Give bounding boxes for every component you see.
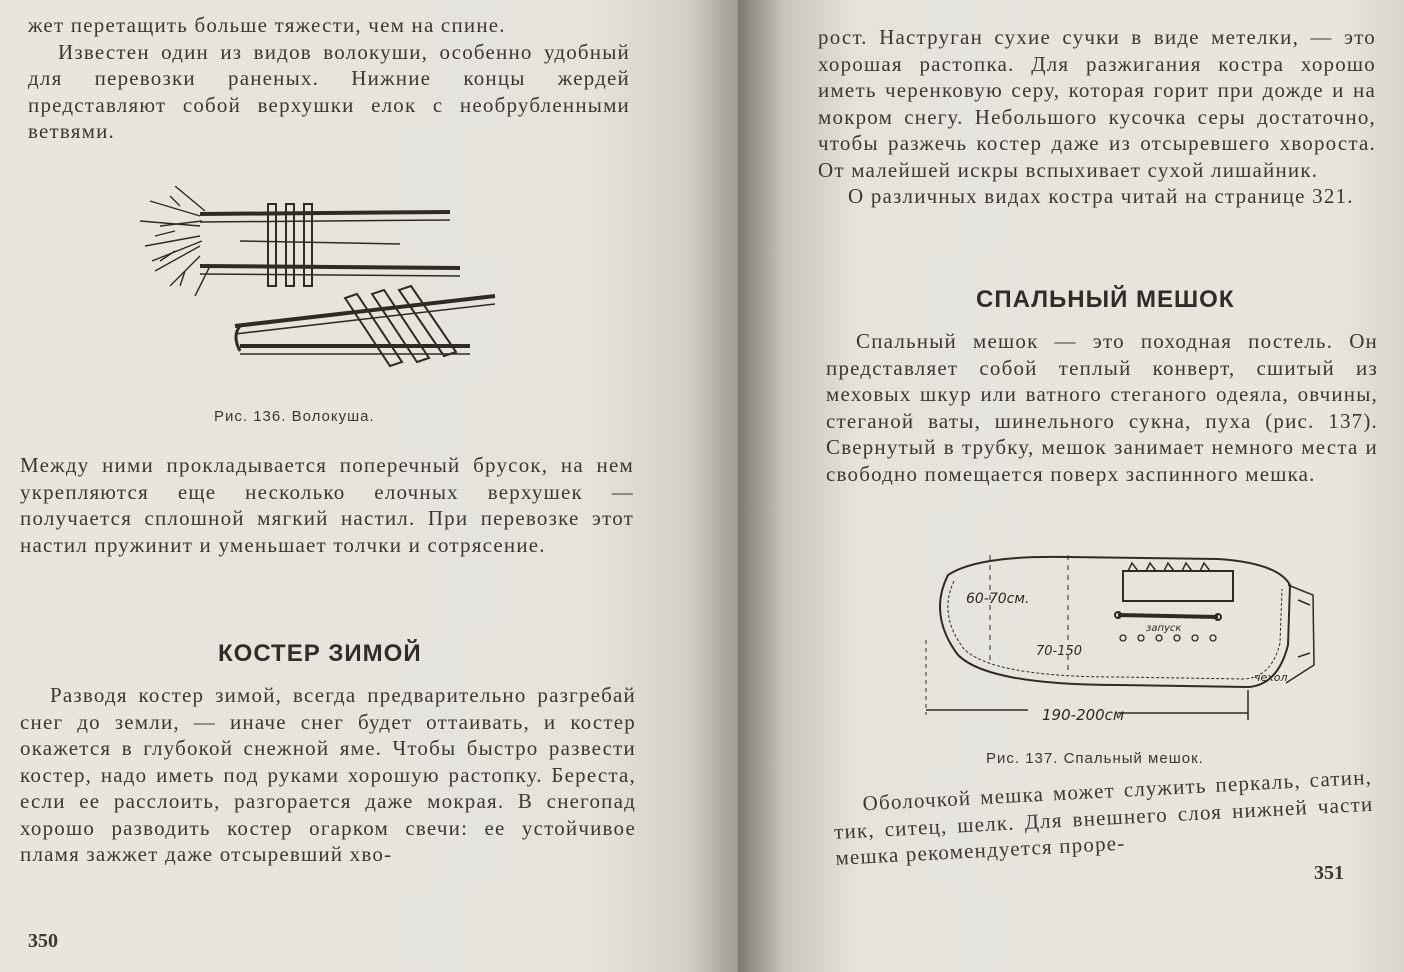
section-heading: СПАЛЬНЫЙ МЕШОК	[976, 286, 1235, 313]
paragraph: рост. Наструган сухие сучки в виде метелки, — это хорошая растопка. Для разжигания костра хорошо иметь черенковую серу, которая горит при дожде и на мокром снегу. Небольшого кусочка серы достаточно, чтобы разжечь костер даже из отсыревшего хвороста. От малейшей искры вспыхивает сухой лишайник.	[818, 25, 1376, 182]
paragraph: Разводя костер зимой, всегда предварительно разгребай снег до земли, — иначе снег будет оттаивать, и костер окажется в глубокой снежной яме. Чтобы быстро развести костер, надо иметь под руками хорошую растопку. Береста, если ее расслоить, разгорается даже мокрая. В снегопад хорошо разводить костер огарком свечи: ее устойчивое пламя зажжет даже отсыревший хво-	[20, 683, 636, 866]
paragraph: жет перетащить больше тяжести, чем на спине.	[28, 13, 506, 37]
paragraph: Известен один из видов волокуши, особенно удобный для перевозки раненых. Нижние концы жердей представляют собой верхушки елок с необрубленными ветвями.	[28, 39, 630, 143]
left-middle-text	[20, 452, 634, 558]
figure-label-cover: чехол	[1254, 671, 1288, 684]
section-heading: КОСТЕР ЗИМОЙ	[218, 640, 422, 667]
figure-caption: Рис. 137. Спальный мешок.	[986, 750, 1204, 767]
right-top-text	[818, 24, 1376, 210]
paragraph: Спальный мешок — это походная постель. Он представляет собой теплый конверт, сшитый из меховых шкур или ватного стеганого одеяла, овчины, стеганой ваты, шинельного сукна, пуха (рис. 137). Свернутый в трубку, мешок занимает немного места и свободно помещается поверх заспинного мешка.	[826, 329, 1378, 486]
right-bottom-text	[832, 764, 1375, 872]
right-section-text	[826, 328, 1378, 487]
paragraph: Между ними прокладывается поперечный брусок, на нем укрепляются еще несколько елочных верхушек — получается сплошной мягкий настил. При перевозке этот настил пружинит и уменьшает толчки и сотрясение.	[20, 453, 634, 557]
page-number: 350	[28, 930, 58, 952]
left-section-text	[20, 682, 636, 868]
drag-sled-illustration	[140, 186, 520, 376]
figure-label-head-width: 60-70см.	[966, 591, 1030, 607]
sleeping-bag-illustration	[918, 545, 1328, 735]
left-top-text	[28, 12, 630, 145]
figure-label-length: 190-200см	[1042, 706, 1125, 724]
figure-caption: Рис. 136. Волокуша.	[214, 408, 375, 425]
page-number: 351	[1314, 862, 1344, 884]
figure-label-mid-width: 70-150	[1036, 644, 1083, 659]
paragraph: Оболочкой мешка может служить перкаль, сатин, тик, ситец, шелк. Для внешнего слоя нижней части мешка рекомендуется проре-	[833, 764, 1374, 870]
paragraph: О различных видах костра читай на странице 321.	[848, 184, 1354, 208]
right-page	[738, 0, 1404, 972]
figure-label-zipper: запуск	[1146, 623, 1182, 634]
